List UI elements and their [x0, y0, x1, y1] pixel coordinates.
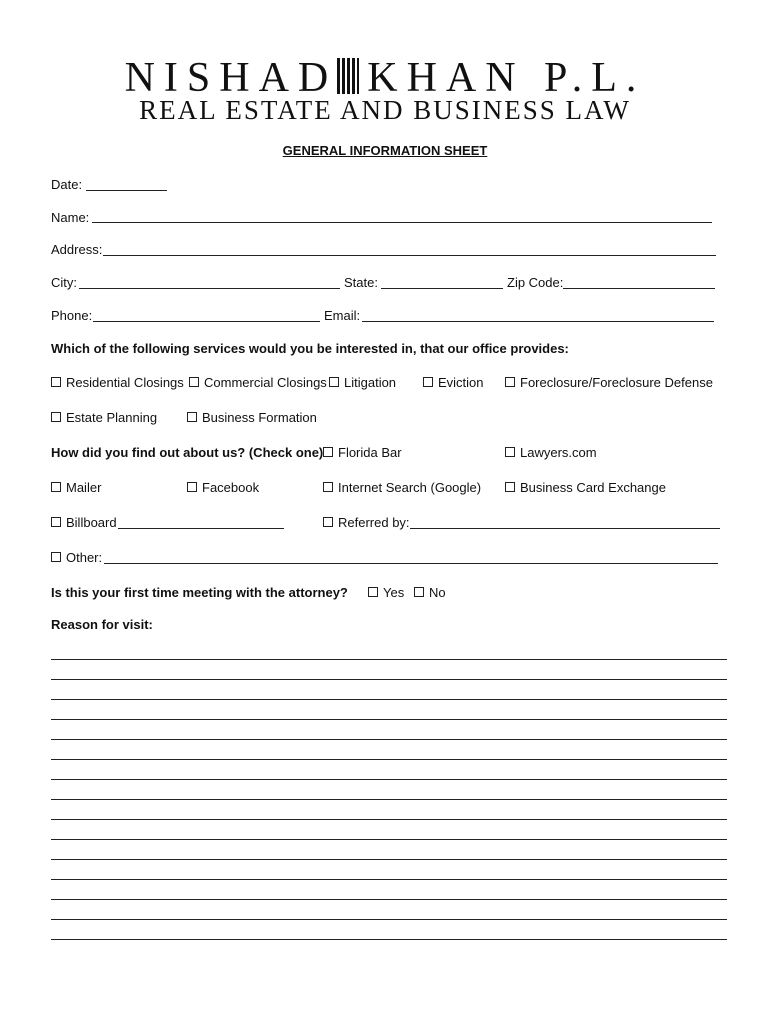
- service-business-formation[interactable]: Business Formation: [187, 410, 317, 425]
- reason-line[interactable]: [51, 839, 727, 840]
- name-label: Name:: [51, 210, 90, 225]
- checkbox-icon[interactable]: [323, 517, 333, 527]
- reason-line[interactable]: [51, 699, 727, 700]
- services-question: Which of the following services would you be interested in, that our office provides:: [51, 341, 569, 356]
- reason-line[interactable]: [51, 899, 727, 900]
- logo-bars-icon: [337, 58, 359, 94]
- phone-field[interactable]: [93, 321, 320, 322]
- referral-question: How did you find out about us? (Check one): [51, 445, 324, 460]
- referral-internet-search[interactable]: Internet Search (Google): [323, 480, 481, 495]
- referral-lawyers-com[interactable]: Lawyers.com: [505, 445, 597, 460]
- reason-line[interactable]: [51, 919, 727, 920]
- checkbox-icon[interactable]: [414, 587, 424, 597]
- checkbox-icon[interactable]: [329, 377, 339, 387]
- referral-other[interactable]: Other:: [51, 550, 102, 565]
- reason-line[interactable]: [51, 659, 727, 660]
- referral-billboard[interactable]: Billboard: [51, 515, 117, 530]
- checkbox-icon[interactable]: [505, 447, 515, 457]
- first-meeting-no[interactable]: No: [414, 585, 446, 600]
- phone-label: Phone:: [51, 308, 93, 323]
- referral-facebook[interactable]: Facebook: [187, 480, 259, 495]
- referral-florida-bar[interactable]: Florida Bar: [323, 445, 402, 460]
- logo-name-right: KHAN P.L.: [367, 55, 646, 101]
- date-field[interactable]: [86, 190, 167, 191]
- reason-line[interactable]: [51, 819, 727, 820]
- reason-line[interactable]: [51, 859, 727, 860]
- reason-line[interactable]: [51, 719, 727, 720]
- service-eviction[interactable]: Eviction: [423, 375, 484, 390]
- email-field[interactable]: [362, 321, 714, 322]
- checkbox-icon[interactable]: [187, 482, 197, 492]
- logo-name-left: NISHAD: [124, 55, 338, 101]
- address-label: Address:: [51, 242, 103, 257]
- city-field[interactable]: [79, 288, 340, 289]
- name-field[interactable]: [92, 222, 712, 223]
- reason-line[interactable]: [51, 879, 727, 880]
- reason-line[interactable]: [51, 739, 727, 740]
- checkbox-icon[interactable]: [187, 412, 197, 422]
- service-estate-planning[interactable]: Estate Planning: [51, 410, 157, 425]
- checkbox-icon[interactable]: [189, 377, 199, 387]
- reason-line[interactable]: [51, 939, 727, 940]
- checkbox-icon[interactable]: [51, 482, 61, 492]
- referred-by-field[interactable]: [410, 528, 720, 529]
- address-field[interactable]: [103, 255, 716, 256]
- reason-line[interactable]: [51, 799, 727, 800]
- checkbox-icon[interactable]: [323, 482, 333, 492]
- reason-line[interactable]: [51, 759, 727, 760]
- checkbox-icon[interactable]: [368, 587, 378, 597]
- service-foreclosure[interactable]: Foreclosure/Foreclosure Defense: [505, 375, 713, 390]
- checkbox-icon[interactable]: [505, 377, 515, 387]
- checkbox-icon[interactable]: [51, 517, 61, 527]
- city-label: City:: [51, 275, 77, 290]
- first-meeting-question: Is this your first time meeting with the attorney?: [51, 585, 348, 600]
- state-field[interactable]: [381, 288, 503, 289]
- first-meeting-yes[interactable]: Yes: [368, 585, 404, 600]
- other-field[interactable]: [104, 563, 718, 564]
- page-title: GENERAL INFORMATION SHEET: [282, 143, 488, 158]
- checkbox-icon[interactable]: [505, 482, 515, 492]
- checkbox-icon[interactable]: [423, 377, 433, 387]
- zip-label: Zip Code:: [507, 275, 564, 290]
- referral-business-card[interactable]: Business Card Exchange: [505, 480, 666, 495]
- checkbox-icon[interactable]: [51, 552, 61, 562]
- reason-label: Reason for visit:: [51, 617, 153, 632]
- billboard-field[interactable]: [118, 528, 284, 529]
- service-residential-closings[interactable]: Residential Closings: [51, 375, 184, 390]
- checkbox-icon[interactable]: [51, 412, 61, 422]
- email-label: Email:: [324, 308, 361, 323]
- reason-line[interactable]: [51, 779, 727, 780]
- referral-referred-by[interactable]: Referred by:: [323, 515, 410, 530]
- service-commercial-closings[interactable]: Commercial Closings: [189, 375, 327, 390]
- checkbox-icon[interactable]: [323, 447, 333, 457]
- zip-field[interactable]: [563, 288, 715, 289]
- state-label: State:: [344, 275, 378, 290]
- firm-tagline: REAL ESTATE AND BUSINESS LAW: [139, 95, 631, 125]
- date-label: Date:: [51, 177, 83, 192]
- checkbox-icon[interactable]: [51, 377, 61, 387]
- referral-mailer[interactable]: Mailer: [51, 480, 101, 495]
- service-litigation[interactable]: Litigation: [329, 375, 396, 390]
- reason-line[interactable]: [51, 679, 727, 680]
